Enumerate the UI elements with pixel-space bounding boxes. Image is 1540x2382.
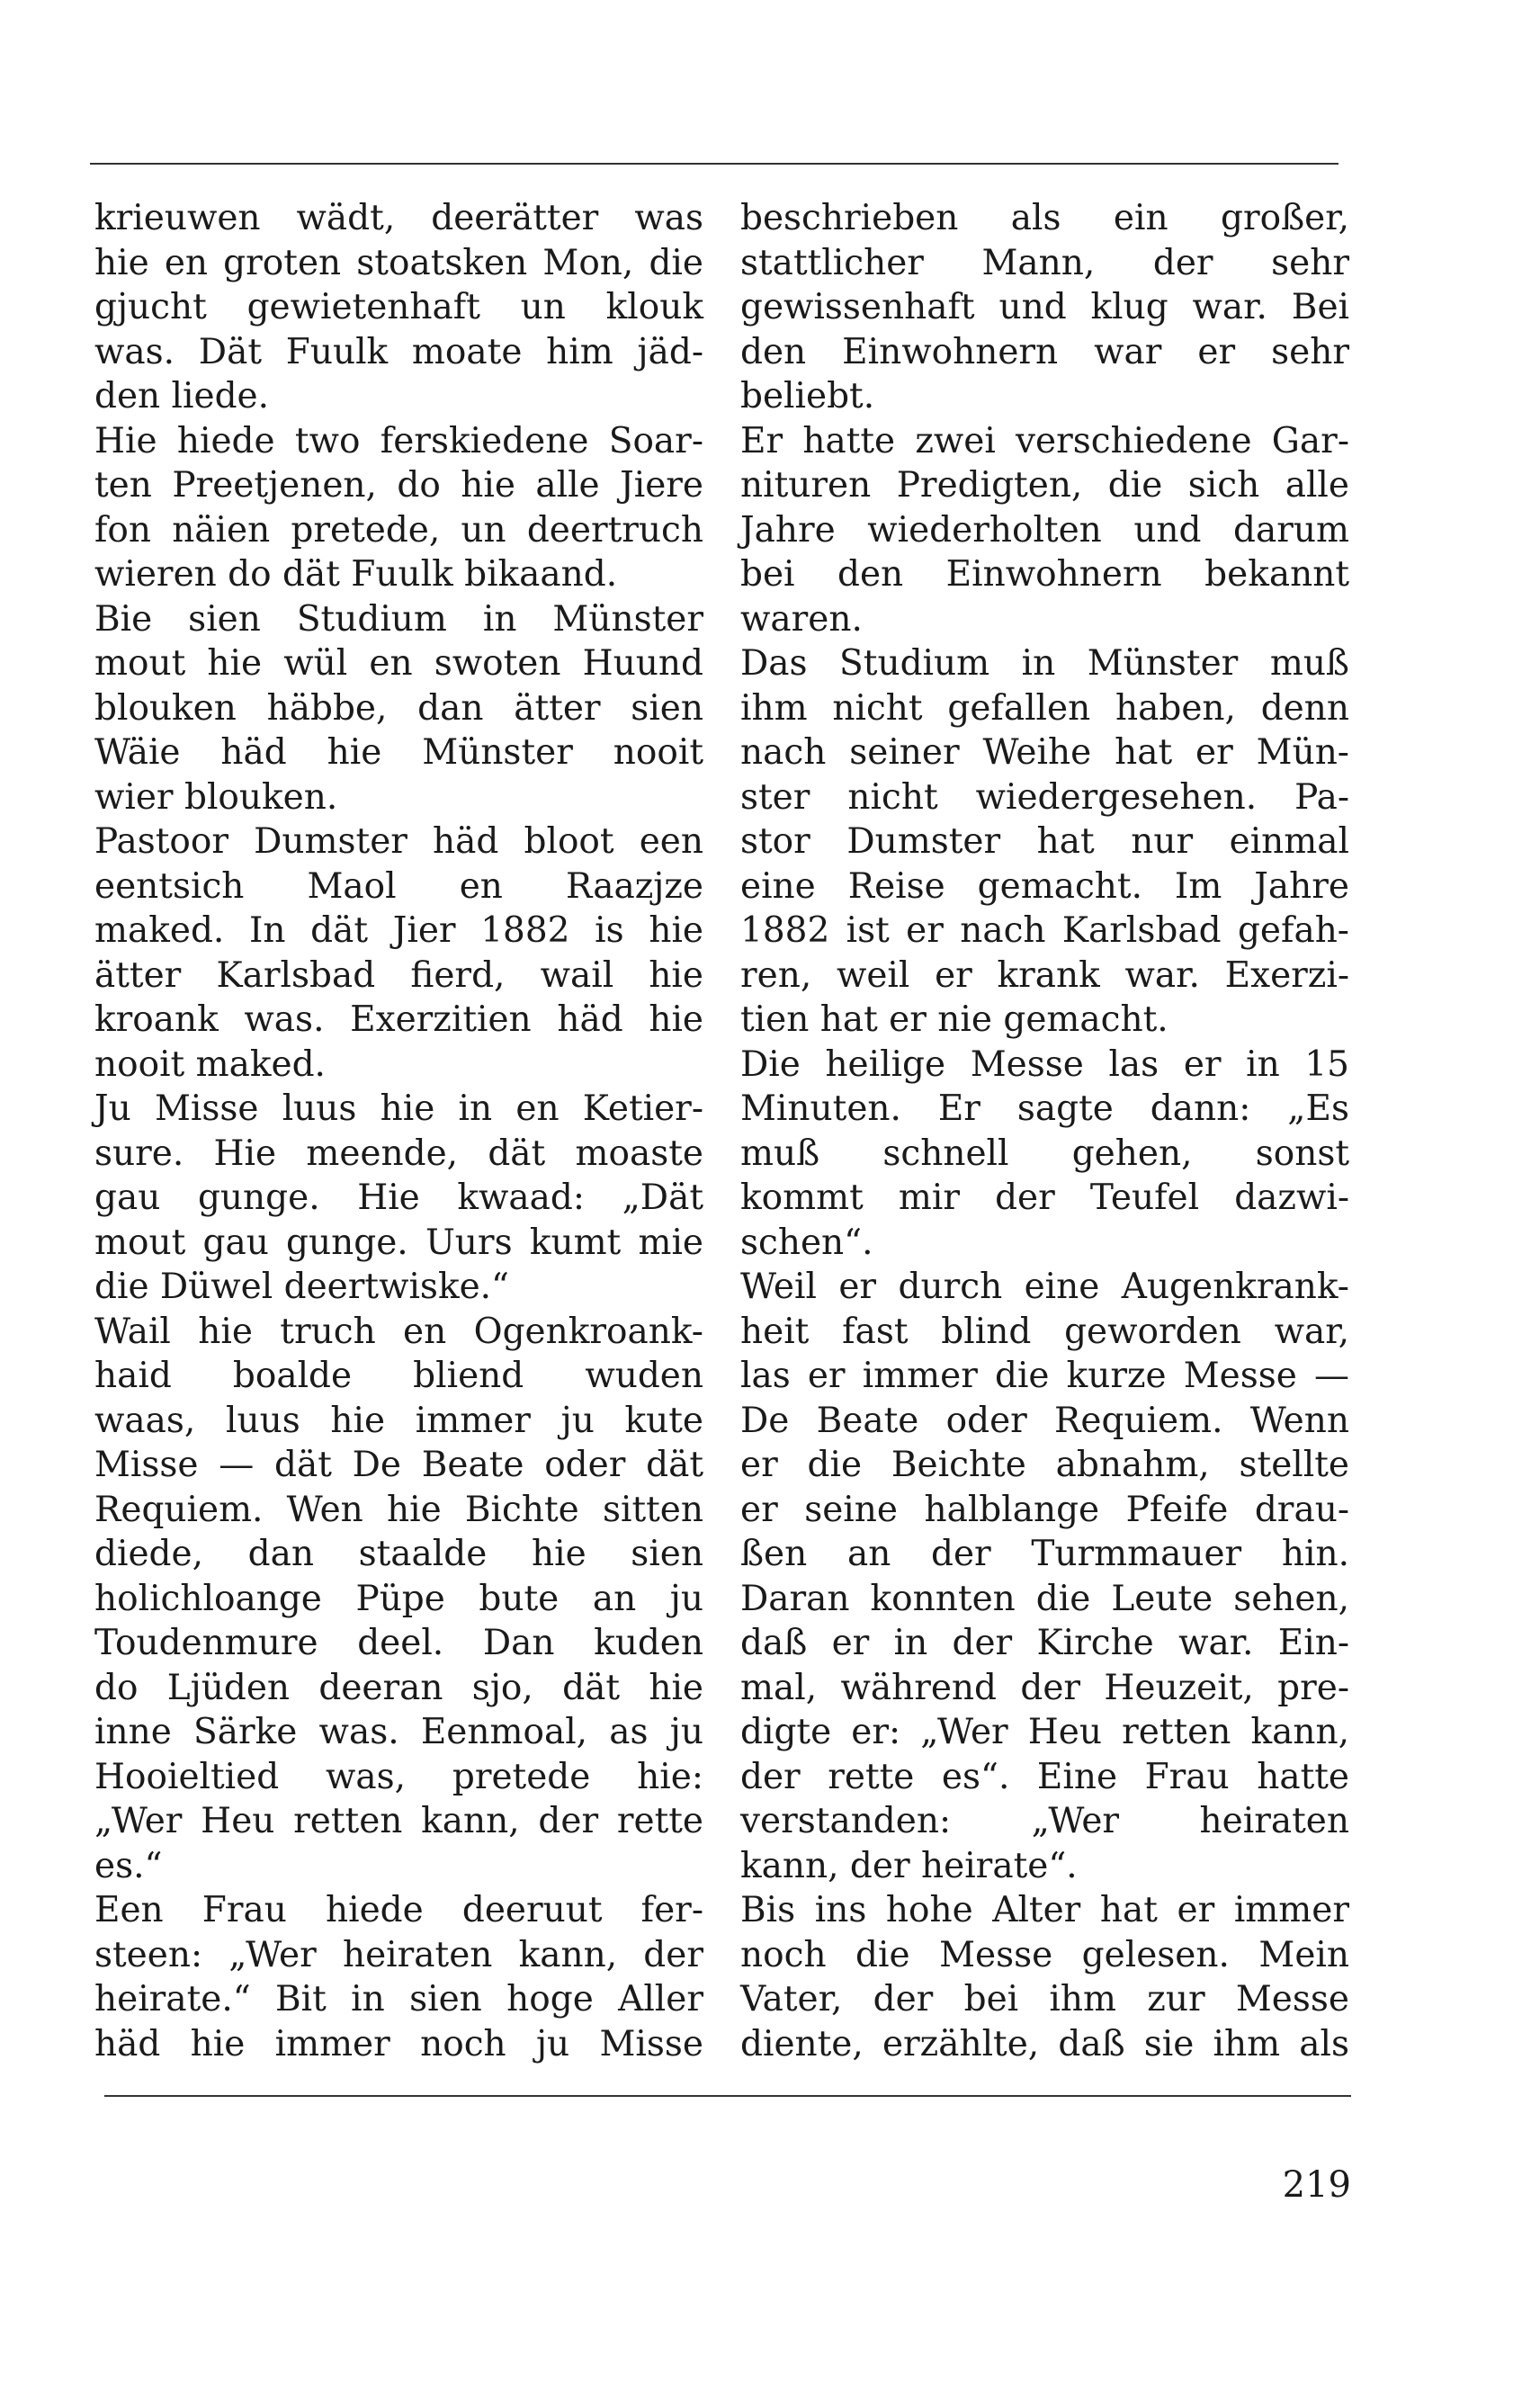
top-rule [90, 163, 1339, 165]
text-line: De Beate oder Requiem. Wenn [740, 1400, 1349, 1441]
text-line: digte er: „Wer Heu retten kann, [740, 1712, 1349, 1752]
text-line: Daran konnten die Leute sehen, [740, 1578, 1349, 1619]
text-line: Minuten. Er sagte dann: „Es [740, 1088, 1349, 1129]
text-line: Das Studium in Münster muß [740, 643, 1349, 684]
text-line: diente, erzählte, daß sie ihm als [740, 2023, 1349, 2064]
text-line: Pastoor Dumster häd bloot een [94, 821, 703, 862]
text-line: diede, dan staalde hie sien [94, 1534, 703, 1574]
text-line: Hooieltied was, pretede hie: [94, 1756, 703, 1797]
text-line: ren, weil er krank war. Exerzi- [740, 954, 1349, 996]
text-line: waas, luus hie immer ju kute [94, 1400, 703, 1441]
text-line: bei den Einwohnern bekannt [740, 554, 1349, 595]
text-line: Requiem. Wen hie Bichte sitten [94, 1489, 703, 1530]
text-line: ßen an der Turmmauer hin. [740, 1534, 1349, 1574]
text-line: haid boalde bliend wuden [94, 1356, 703, 1396]
text-line: wier blouken. [94, 776, 338, 818]
text-line: eentsich Maol en Raazjze [94, 865, 703, 907]
text-line: „Wer Heu retten kann, der rette [94, 1801, 703, 1841]
text-line: ihm nicht gefallen haben, denn [740, 687, 1349, 729]
text-line: hie en groten stoatsken Mon, die [94, 242, 703, 283]
text-line: muß schnell gehen, sonst [740, 1133, 1349, 1174]
text-line: Vater, der bei ihm zur Messe [740, 1979, 1349, 2019]
text-line: verstanden: „Wer heiraten [740, 1801, 1349, 1841]
text-line: noch die Messe gelesen. Mein [740, 1934, 1349, 1975]
text-line: was. Dät Fuulk moate him jäd- [94, 331, 703, 372]
text-line: tien hat er nie gemacht. [740, 999, 1168, 1040]
text-line: daß er in der Kirche war. Ein- [740, 1623, 1349, 1663]
text-line: 1882 ist er nach Karlsbad gefah- [740, 910, 1349, 951]
text-line: do Ljüden deeran sjo, dät hie [94, 1667, 703, 1708]
text-line: schen“. [740, 1222, 873, 1263]
text-line: stor Dumster hat nur einmal [740, 821, 1349, 862]
text-line: blouken häbbe, dan ätter sien [94, 687, 703, 729]
right-column-german [740, 196, 1349, 2066]
text-line: kroank was. Exerzitien häd hie [94, 999, 703, 1040]
text-line: er seine halblange Pfeife drau- [740, 1489, 1349, 1530]
text-line: heirate.“ Bit in sien hoge Aller [94, 1979, 703, 2019]
text-line: Die heilige Messe las er in 15 [740, 1043, 1349, 1085]
text-line: waren. [740, 598, 863, 640]
text-line: ster nicht wiedergesehen. Pa- [740, 776, 1349, 818]
text-line: mal, während der Heuzeit, pre- [740, 1667, 1349, 1708]
text-line: Er hatte zwei verschiedene Gar- [740, 420, 1349, 461]
text-line: wieren do dät Fuulk bikaand. [94, 554, 618, 595]
text-line: ätter Karlsbad fierd, wail hie [94, 954, 703, 996]
text-line: beschrieben als ein großer, [740, 198, 1349, 238]
text-line: beliebt. [740, 376, 875, 416]
text-line: Wail hie truch en Ogenkroank- [94, 1311, 703, 1352]
text-line: er die Beichte abnahm, stellte [740, 1445, 1349, 1485]
text-line: es.“ [94, 1845, 163, 1886]
text-line: mout hie wül en swoten Huund [94, 643, 703, 684]
text-line: der rette es“. Eine Frau hatte [740, 1756, 1349, 1797]
text-line: Bis ins hohe Alter hat er immer [740, 1890, 1349, 1930]
text-line: Wäie häd hie Münster nooit [94, 732, 703, 773]
text-line: Toudenmure deel. Dan kuden [94, 1623, 703, 1663]
text-line: den liede. [94, 376, 270, 416]
text-line: die Düwel deertwiske.“ [94, 1267, 509, 1307]
text-line: Hie hiede two ferskiedene Soar- [94, 420, 703, 461]
text-line: Bie sien Studium in Münster [94, 598, 703, 640]
text-line: kommt mir der Teufel dazwi- [740, 1178, 1349, 1218]
left-column-frisian [94, 196, 703, 2066]
text-line: mout gau gunge. Uurs kumt mie [94, 1222, 703, 1263]
text-line: holichloange Püpe bute an ju [94, 1578, 703, 1619]
text-line: steen: „Wer heiraten kann, der [94, 1934, 703, 1975]
text-line: fon näien pretede, un deertruch [94, 509, 703, 551]
text-line: Misse — dät De Beate oder dät [94, 1445, 703, 1485]
page-number: 219 [1282, 2164, 1351, 2206]
text-line: nach seiner Weihe hat er Mün- [740, 732, 1349, 773]
text-line: nituren Predigten, die sich alle [740, 465, 1349, 506]
text-line: stattlicher Mann, der sehr [740, 242, 1349, 283]
text-line: nooit maked. [94, 1043, 326, 1085]
text-line: häd hie immer noch ju Misse [94, 2023, 703, 2064]
text-line: kann, der heirate“. [740, 1845, 1078, 1886]
text-line: gjucht gewietenhaft un klouk [94, 287, 703, 327]
text-line: sure. Hie meende, dät moaste [94, 1133, 703, 1174]
text-line: Ju Misse luus hie in en Ketier- [94, 1088, 703, 1129]
text-line: maked. In dät Jier 1882 is hie [94, 910, 703, 951]
text-line: heit fast blind geworden war, [740, 1311, 1349, 1352]
text-line: Jahre wiederholten und darum [740, 509, 1349, 551]
text-line: ten Preetjenen, do hie alle Jiere [94, 465, 703, 506]
text-line: gau gunge. Hie kwaad: „Dät [94, 1178, 703, 1218]
text-line: krieuwen wädt, deerätter was [94, 198, 703, 238]
text-line: eine Reise gemacht. Im Jahre [740, 865, 1349, 907]
text-line: gewissenhaft und klug war. Bei [740, 287, 1349, 327]
text-line: inne Särke was. Eenmoal, as ju [94, 1712, 703, 1752]
text-line: den Einwohnern war er sehr [740, 331, 1349, 372]
bottom-rule [104, 2095, 1351, 2097]
text-line: Weil er durch eine Augenkrank- [740, 1267, 1349, 1307]
text-line: Een Frau hiede deeruut fer- [94, 1890, 703, 1930]
text-line: las er immer die kurze Messe — [740, 1356, 1349, 1396]
